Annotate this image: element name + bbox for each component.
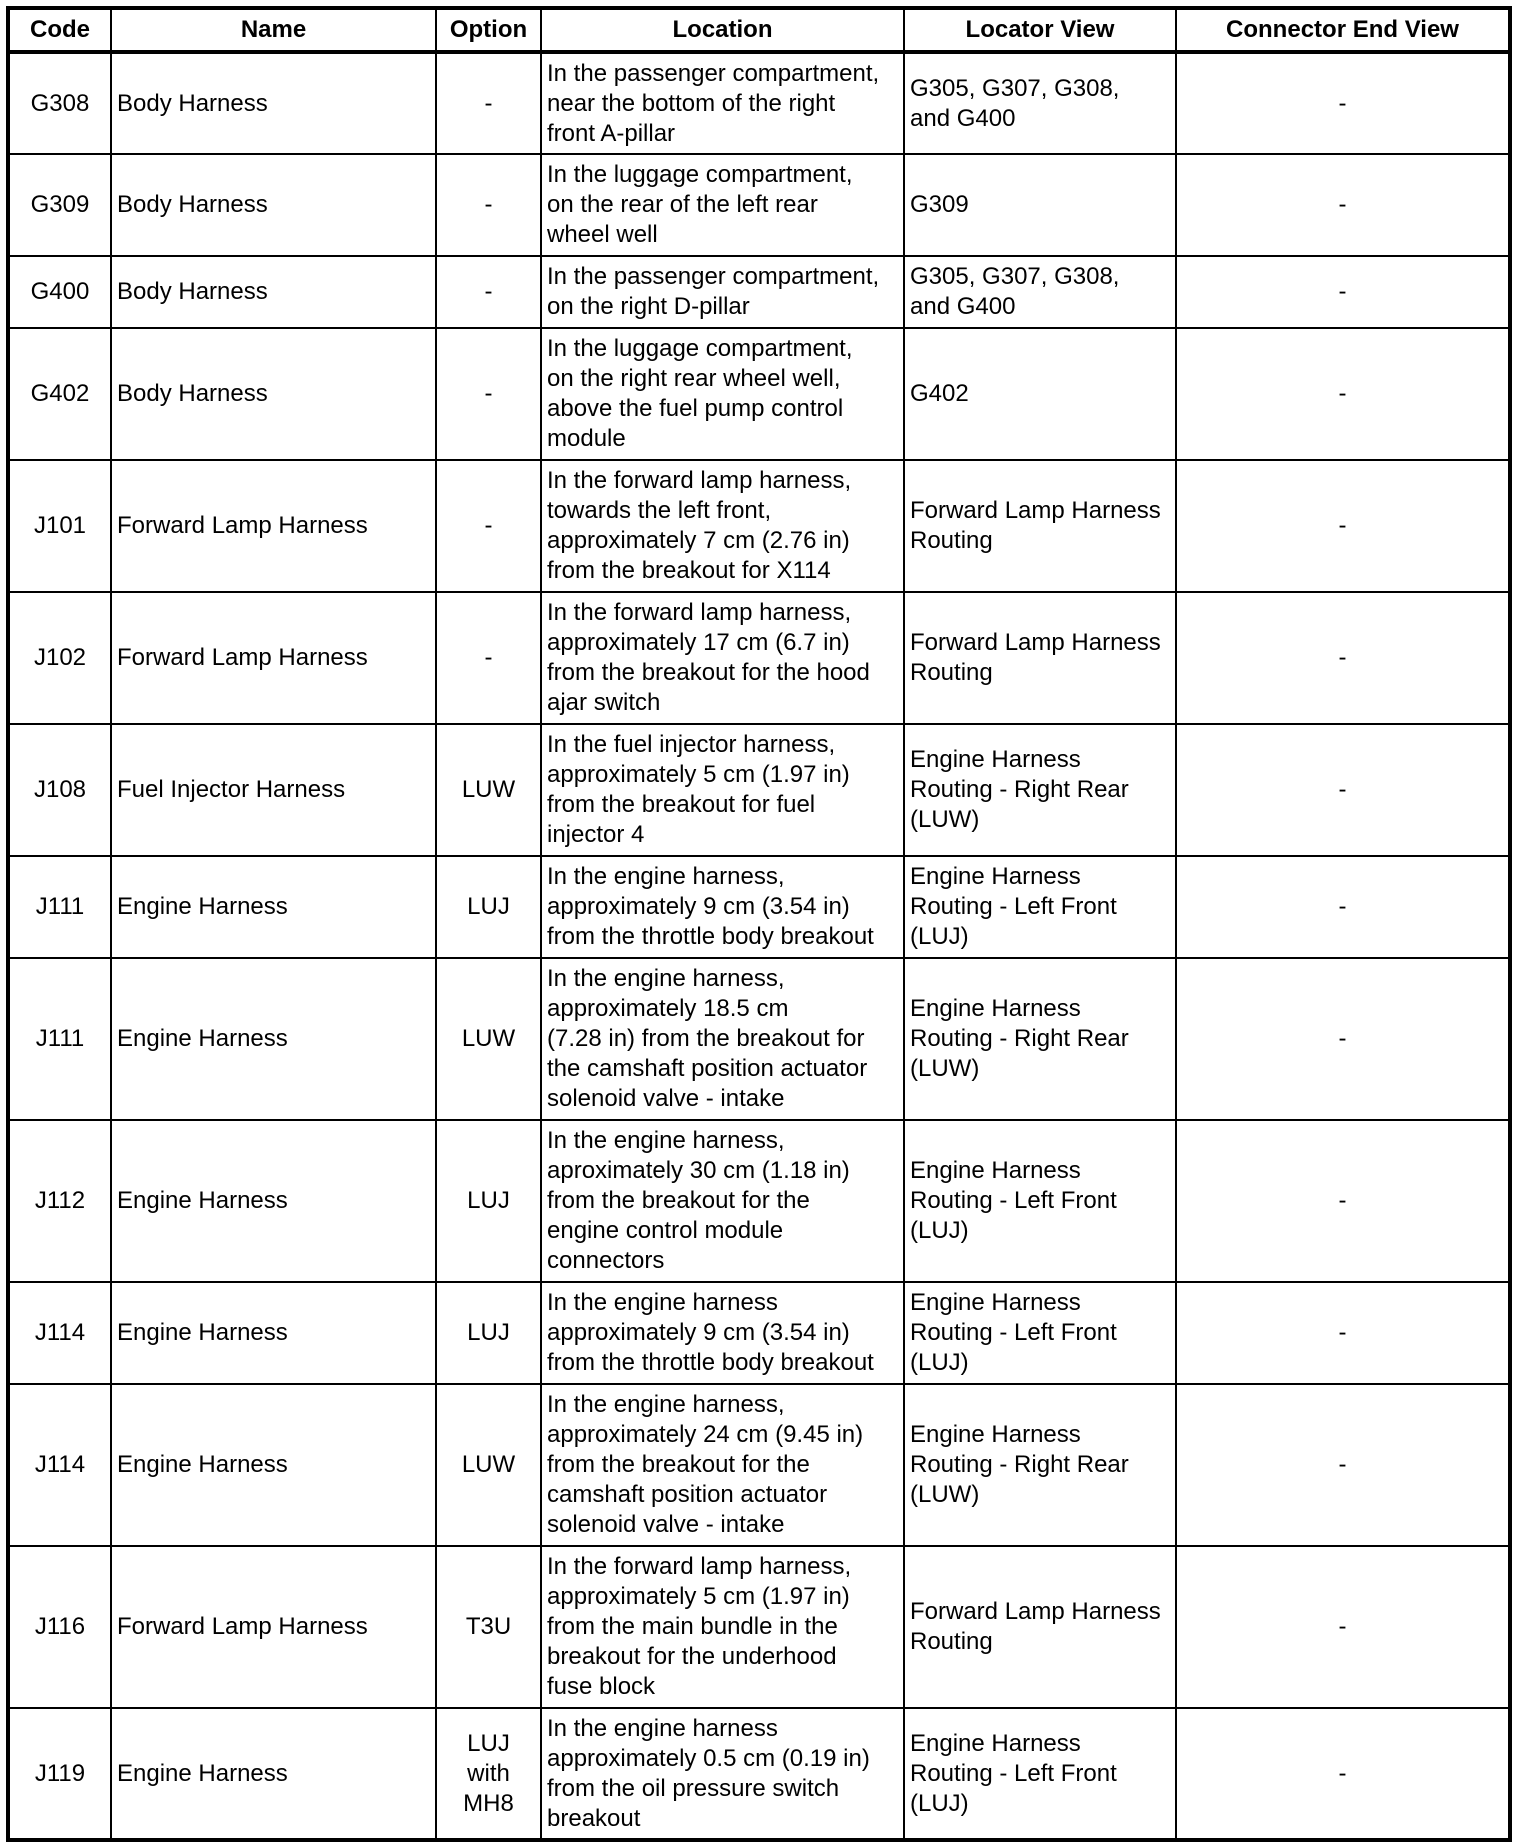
header-option: Option (436, 8, 541, 52)
cell-connector-end-view: - (1176, 328, 1510, 460)
cell-locator-view: Engine Harness Routing - Right Rear (LUW) (904, 724, 1176, 856)
cell-location: In the engine harness, approximately 24 cm (9.45 in) from the breakout for the camshaft position actuator solenoid valve - intake (541, 1384, 904, 1546)
cell-code: J114 (8, 1282, 111, 1384)
table-row (8, 1120, 1510, 1282)
header-connector-end-view: Connector End View (1176, 8, 1510, 52)
cell-locator-view: Engine Harness Routing - Left Front (LUJ) (904, 1708, 1176, 1840)
cell-locator-view: Forward Lamp Harness Routing (904, 592, 1176, 724)
cell-code: J112 (8, 1120, 111, 1282)
connector-table (6, 6, 1512, 1842)
cell-location: In the engine harness, approximately 18.5 cm (7.28 in) from the breakout for the camshaft position actuator solenoid valve - intake (541, 958, 904, 1120)
cell-option: - (436, 52, 541, 154)
cell-name: Body Harness (111, 328, 436, 460)
table-row (8, 856, 1510, 958)
header-locator-view: Locator View (904, 8, 1176, 52)
table-row (8, 1384, 1510, 1546)
cell-location: In the engine harness approximately 0.5 cm (0.19 in) from the oil pressure switch breakout (541, 1708, 904, 1840)
cell-name: Forward Lamp Harness (111, 460, 436, 592)
cell-name: Engine Harness (111, 1282, 436, 1384)
cell-location: In the engine harness approximately 9 cm (3.54 in) from the throttle body breakout (541, 1282, 904, 1384)
table-row (8, 328, 1510, 460)
cell-code: J119 (8, 1708, 111, 1840)
header-name: Name (111, 8, 436, 52)
cell-code: J111 (8, 958, 111, 1120)
cell-location: In the forward lamp harness, approximately 17 cm (6.7 in) from the breakout for the hood ajar switch (541, 592, 904, 724)
cell-location: In the engine harness, approximately 9 cm (3.54 in) from the throttle body breakout (541, 856, 904, 958)
cell-connector-end-view: - (1176, 1546, 1510, 1708)
cell-name: Engine Harness (111, 856, 436, 958)
cell-location: In the forward lamp harness, towards the left front, approximately 7 cm (2.76 in) from the breakout for X114 (541, 460, 904, 592)
cell-locator-view: Engine Harness Routing - Left Front (LUJ) (904, 1282, 1176, 1384)
cell-connector-end-view: - (1176, 1120, 1510, 1282)
cell-option: LUW (436, 1384, 541, 1546)
cell-code: G400 (8, 256, 111, 328)
cell-code: J116 (8, 1546, 111, 1708)
cell-connector-end-view: - (1176, 1384, 1510, 1546)
cell-connector-end-view: - (1176, 1708, 1510, 1840)
cell-name: Engine Harness (111, 1120, 436, 1282)
cell-location: In the forward lamp harness, approximately 5 cm (1.97 in) from the main bundle in the breakout for the underhood fuse block (541, 1546, 904, 1708)
cell-option: - (436, 592, 541, 724)
cell-connector-end-view: - (1176, 154, 1510, 256)
cell-locator-view: G309 (904, 154, 1176, 256)
cell-code: J108 (8, 724, 111, 856)
cell-name: Engine Harness (111, 1708, 436, 1840)
table-row (8, 1546, 1510, 1708)
cell-locator-view: Forward Lamp Harness Routing (904, 460, 1176, 592)
cell-connector-end-view: - (1176, 52, 1510, 154)
cell-locator-view: G305, G307, G308, and G400 (904, 52, 1176, 154)
cell-option: - (436, 328, 541, 460)
cell-option: - (436, 460, 541, 592)
cell-name: Forward Lamp Harness (111, 1546, 436, 1708)
cell-locator-view: Engine Harness Routing - Left Front (LUJ) (904, 1120, 1176, 1282)
table-row (8, 1282, 1510, 1384)
cell-name: Fuel Injector Harness (111, 724, 436, 856)
cell-connector-end-view: - (1176, 592, 1510, 724)
cell-connector-end-view: - (1176, 460, 1510, 592)
cell-option: LUJ (436, 1120, 541, 1282)
cell-locator-view: Engine Harness Routing - Right Rear (LUW) (904, 1384, 1176, 1546)
header-location: Location (541, 8, 904, 52)
table-row (8, 592, 1510, 724)
cell-code: J102 (8, 592, 111, 724)
cell-location: In the luggage compartment, on the right rear wheel well, above the fuel pump control module (541, 328, 904, 460)
cell-name: Engine Harness (111, 958, 436, 1120)
cell-locator-view: Engine Harness Routing - Left Front (LUJ) (904, 856, 1176, 958)
table-row (8, 724, 1510, 856)
cell-name: Body Harness (111, 154, 436, 256)
cell-code: J111 (8, 856, 111, 958)
cell-locator-view: Forward Lamp Harness Routing (904, 1546, 1176, 1708)
cell-option: LUJ (436, 1282, 541, 1384)
cell-option: LUJ with MH8 (436, 1708, 541, 1840)
cell-code: G308 (8, 52, 111, 154)
cell-option: T3U (436, 1546, 541, 1708)
cell-code: G309 (8, 154, 111, 256)
cell-option: - (436, 154, 541, 256)
table-row (8, 958, 1510, 1120)
cell-location: In the fuel injector harness, approximately 5 cm (1.97 in) from the breakout for fuel injector 4 (541, 724, 904, 856)
document-page (6, 6, 1508, 1842)
cell-location: In the engine harness, aproximately 30 cm (1.18 in) from the breakout for the engine control module connectors (541, 1120, 904, 1282)
cell-connector-end-view: - (1176, 856, 1510, 958)
cell-location: In the luggage compartment, on the rear of the left rear wheel well (541, 154, 904, 256)
header-code: Code (8, 8, 111, 52)
cell-name: Body Harness (111, 52, 436, 154)
cell-option: LUJ (436, 856, 541, 958)
table-row (8, 52, 1510, 154)
cell-connector-end-view: - (1176, 1282, 1510, 1384)
cell-locator-view: G305, G307, G308, and G400 (904, 256, 1176, 328)
cell-location: In the passenger compartment, on the right D-pillar (541, 256, 904, 328)
table-row (8, 154, 1510, 256)
cell-code: J114 (8, 1384, 111, 1546)
cell-connector-end-view: - (1176, 256, 1510, 328)
cell-option: LUW (436, 958, 541, 1120)
cell-option: - (436, 256, 541, 328)
cell-connector-end-view: - (1176, 724, 1510, 856)
table-row (8, 1708, 1510, 1840)
cell-name: Engine Harness (111, 1384, 436, 1546)
cell-option: LUW (436, 724, 541, 856)
cell-name: Body Harness (111, 256, 436, 328)
table-row (8, 460, 1510, 592)
table-row (8, 256, 1510, 328)
cell-locator-view: G402 (904, 328, 1176, 460)
cell-location: In the passenger compartment, near the bottom of the right front A-pillar (541, 52, 904, 154)
cell-code: G402 (8, 328, 111, 460)
cell-code: J101 (8, 460, 111, 592)
header-row (8, 8, 1510, 52)
cell-name: Forward Lamp Harness (111, 592, 436, 724)
cell-locator-view: Engine Harness Routing - Right Rear (LUW) (904, 958, 1176, 1120)
cell-connector-end-view: - (1176, 958, 1510, 1120)
